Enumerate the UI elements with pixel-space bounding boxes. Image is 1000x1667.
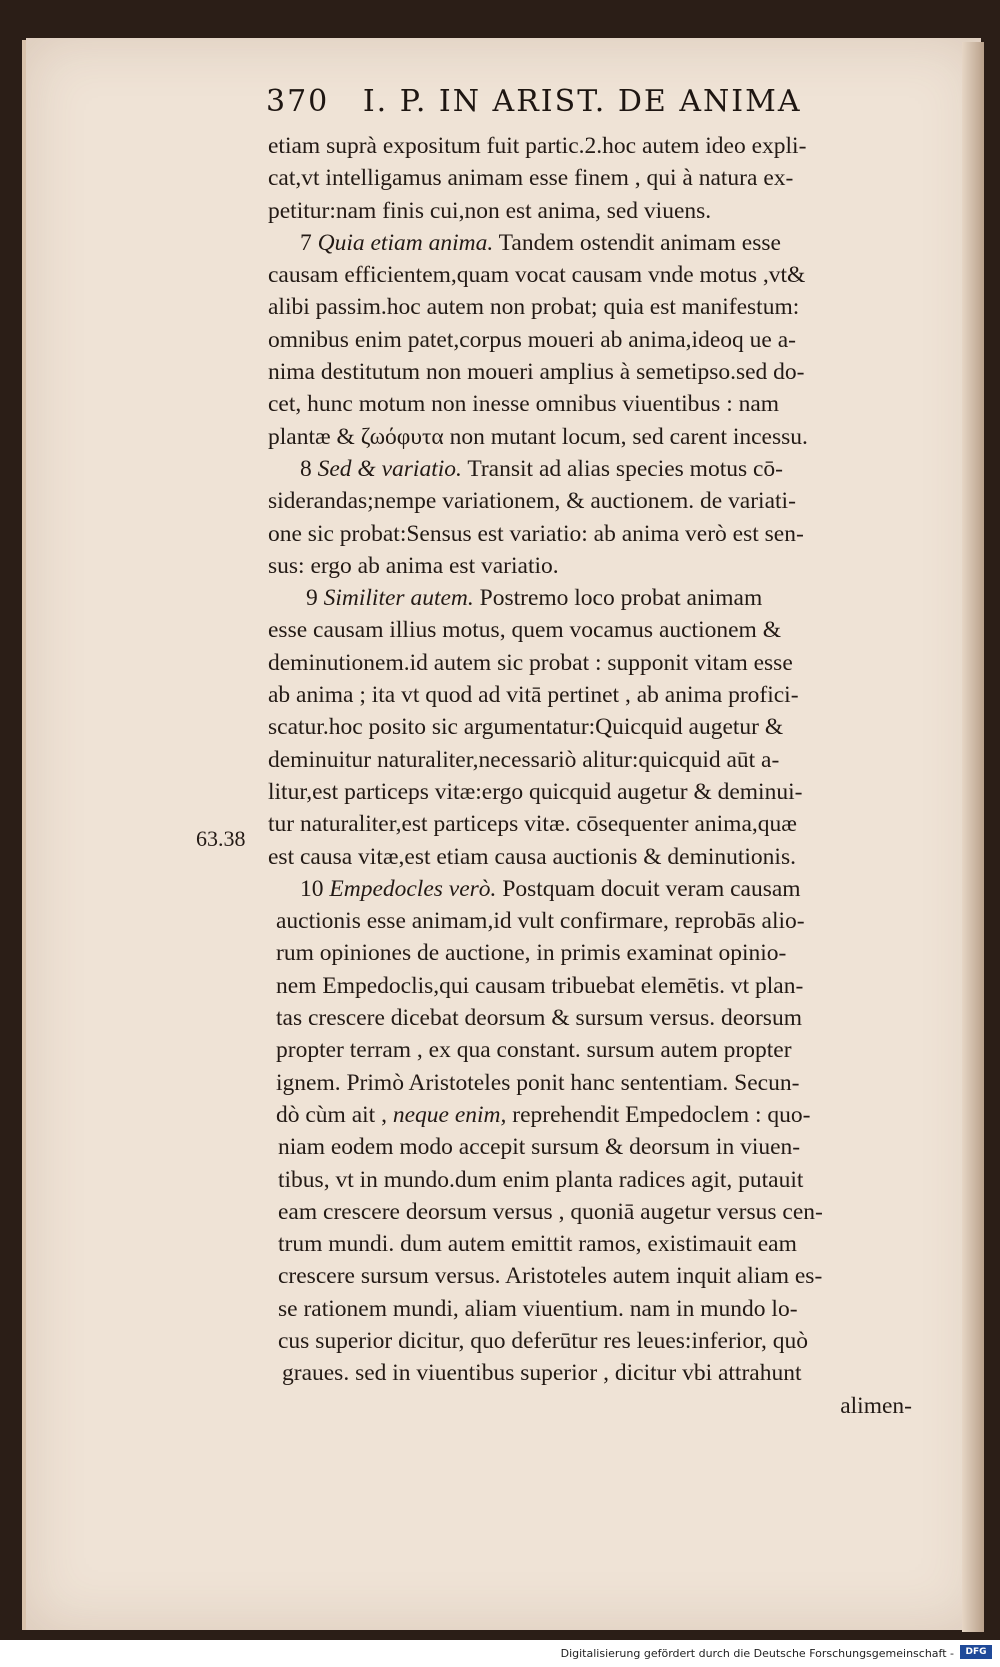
line-text: cus superior dicitur, quo deferūtur res leues:inferior, quò	[278, 1327, 808, 1354]
text-line	[268, 1260, 948, 1292]
line-text: rum opiniones de auctione, in primis examinat opinio-	[276, 940, 787, 967]
line-text: ab anima ; ita vt quod ad vitā pertinet , ab anima profici-	[268, 682, 799, 709]
line-text: one sic probat:Sensus est variatio: ab anima verò est sen-	[268, 520, 804, 547]
line-text: crescere sursum versus. Aristoteles autem inquit aliam es-	[278, 1263, 823, 1290]
text-line	[268, 937, 948, 969]
margin-note: 63.38	[196, 826, 246, 851]
lemma-text: neque enim,	[392, 1101, 507, 1128]
line-text: plantæ & ζωόφυτα non mutant locum, sed carent incessu.	[268, 423, 808, 450]
text-line	[268, 1099, 948, 1131]
line-text: auctionis esse animam,id vult confirmare, reprobās alio-	[276, 908, 805, 935]
line-text: sus: ergo ab anima est variatio.	[268, 552, 559, 579]
footer-bar	[0, 1640, 1000, 1667]
line-text: Transit ad alias species motus cō-	[461, 455, 784, 482]
line-text: graues. sed in viuentibus superior , dicitur vbi attrahunt	[282, 1360, 802, 1387]
text-line	[268, 227, 948, 259]
text-line	[268, 614, 948, 646]
text-line	[268, 1034, 948, 1066]
line-text: ignem. Primò Aristoteles ponit hanc sententiam. Secun-	[276, 1069, 800, 1096]
lemma-text: Sed & variatio.	[317, 455, 462, 482]
text-line	[268, 1325, 948, 1357]
text-line	[268, 421, 948, 453]
line-text: etiam suprà expositum fuit partic.2.hoc autem ideo expli-	[268, 133, 807, 159]
text-line	[268, 453, 948, 485]
text-line	[268, 905, 948, 937]
line-text: 8	[300, 455, 318, 482]
line-text: alimen-	[840, 1392, 912, 1419]
line-text: nima destitutum non moueri amplius à semetipso.sed do-	[268, 359, 805, 386]
line-text: scatur.hoc posito sic argumentatur:Quicquid augetur &	[268, 714, 784, 741]
line-text: siderandas;nempe variationem, & auctionem. de variati-	[268, 488, 796, 515]
text-line	[268, 841, 948, 873]
body-text	[268, 130, 948, 1422]
dfg-logo: DFG	[960, 1645, 992, 1659]
text-line	[268, 291, 948, 323]
line-text: omnibus enim patet,corpus moueri ab anima,ideoq ue a-	[268, 326, 796, 353]
line-text: Postremo loco probat animam	[473, 585, 763, 612]
line-text: esse causam illius motus, quem vocamus auctionem &	[268, 617, 781, 644]
text-line	[268, 1228, 948, 1260]
line-text: reprehendit Empedoclem : quo-	[506, 1101, 811, 1128]
lemma-text: Empedocles verò.	[329, 875, 497, 902]
line-text: niam eodem modo accepit sursum & deorsum in viuen-	[278, 1134, 801, 1161]
footer-credit: Digitalisierung gefördert durch die Deutsche Forschungsgemeinschaft -	[560, 1647, 954, 1660]
running-header	[266, 84, 826, 128]
text-line	[268, 679, 948, 711]
line-text: Tandem ostendit animam esse	[493, 229, 781, 256]
text-line	[268, 518, 948, 550]
line-text: tibus, vt in mundo.dum enim planta radices agit, putauit	[278, 1166, 804, 1193]
text-line	[268, 711, 948, 743]
text-line	[268, 1067, 948, 1099]
line-text: cet, hunc motum non inesse omnibus viuentibus : nam	[268, 391, 780, 418]
text-line	[268, 582, 948, 614]
text-line	[268, 1164, 948, 1196]
line-text: petitur:nam finis cui,non est anima, sed viuens.	[268, 197, 712, 224]
line-text: tur naturaliter,est particeps vitæ. cōsequenter anima,quæ	[268, 811, 797, 838]
text-line	[268, 195, 948, 227]
text-line	[268, 1131, 948, 1163]
text-line	[268, 808, 948, 840]
line-text: 7	[300, 229, 318, 256]
text-line	[268, 162, 948, 194]
line-text: 9	[306, 585, 324, 612]
line-text: trum mundi. dum autem emittit ramos, existimauit eam	[278, 1231, 797, 1258]
line-text: est causa vitæ,est etiam causa auctionis & deminutionis.	[268, 843, 796, 870]
text-line	[268, 776, 948, 808]
text-line	[268, 550, 948, 582]
text-line	[268, 1002, 948, 1034]
text-line	[268, 970, 948, 1002]
text-line	[268, 388, 948, 420]
text-line	[268, 1293, 948, 1325]
line-text: nem Empedoclis,qui causam tribuebat elemētis. vt plan-	[276, 972, 804, 999]
line-text: se rationem mundi, aliam viuentium. nam in mundo lo-	[278, 1295, 798, 1322]
line-text: causam efficientem,quam vocat causam vnde motus ,vt&	[268, 262, 806, 289]
line-text: cat,vt intelligamus animam esse finem , qui à natura ex-	[268, 165, 794, 192]
text-line	[268, 1357, 948, 1389]
text-line	[268, 130, 948, 162]
line-text: Postquam docuit veram causam	[496, 875, 801, 902]
text-line	[268, 744, 948, 776]
running-title: I. P. IN ARIST. DE ANIMA	[362, 84, 802, 119]
text-line	[268, 324, 948, 356]
page-edge-right	[962, 42, 984, 1632]
line-text: deminutionem.id autem sic probat : supponit vitam esse	[268, 649, 793, 676]
line-text: dò cùm ait ,	[276, 1101, 393, 1128]
text-line	[268, 356, 948, 388]
line-text: litur,est particeps vitæ:ergo quicquid augetur & deminui-	[268, 778, 803, 805]
text-line	[268, 647, 948, 679]
line-text: tas crescere dicebat deorsum & sursum versus. deorsum	[276, 1005, 802, 1032]
line-text: alibi passim.hoc autem non probat; quia est manifestum:	[268, 294, 800, 321]
text-line	[268, 485, 948, 517]
line-text: eam crescere deorsum versus , quoniā augetur versus cen-	[278, 1198, 823, 1225]
lemma-text: Similiter autem.	[323, 585, 474, 612]
line-text: 10	[300, 875, 330, 902]
text-line	[268, 873, 948, 905]
page-number: 370	[266, 84, 330, 119]
line-text: propter terram , ex qua constant. sursum autem propter	[276, 1037, 792, 1064]
text-line	[268, 259, 948, 291]
text-line	[268, 1390, 948, 1422]
text-line	[268, 1196, 948, 1228]
lemma-text: Quia etiam anima.	[317, 229, 494, 256]
line-text: deminuitur naturaliter,necessariò alitur:quicquid aūt a-	[268, 746, 780, 773]
